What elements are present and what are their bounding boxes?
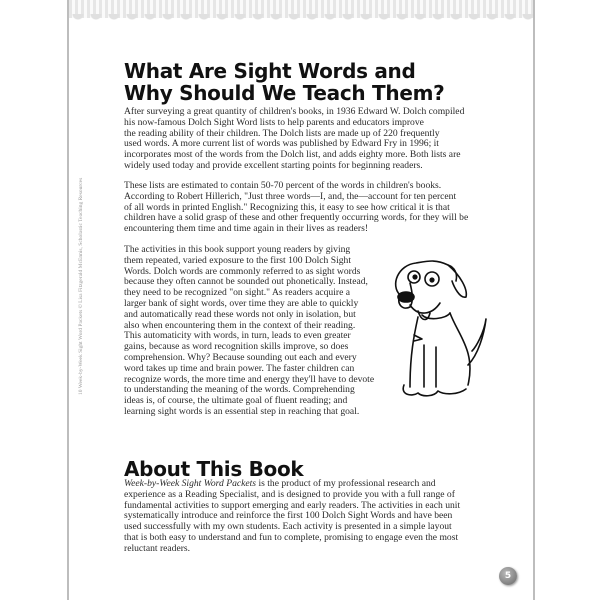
paragraph-activities: The activities in this book support young readers by giving them repeated, varied exposure to the first 100 Dolch Sight Words. Dolch words are commonly referred to as sight words because they often cannot be sounded out phonetically. Instead, they need to be recognized "on sight." As readers acquire a larger bank of sight words, over time they are able to quickly and automatically read these words not only in isolation, but also when encountering them in the context of their reading. This automaticity with words, in turn, leads to even greater gains, because as word recognition skills improve, so does comprehension. Why? Because sounding out each and every word takes up time and brain power. The faster children can recognize words, the more time and energy they'll have to devote to understanding the meaning of the words. Comprehending ideas is, of course, the ultimate goal of fluent reading; and learning sight words is an essential step in reaching that goal.	[124, 244, 375, 417]
heading-sight-words: What Are Sight Words and Why Should We Teach Them?	[124, 59, 445, 105]
dog-illustration	[388, 255, 488, 405]
book-title: Week-by-Week Sight Word Packets	[124, 478, 257, 489]
heading-about-book: About This Book	[124, 457, 304, 481]
paragraph-about: Week-by-Week Sight Word Packets is the product of my professional research and experience as a Reading Specialist, and is designed to provide you with a full range of fundamental activities to support emerging and early readers. The activities in each unit systematically introduce and reinforce the first 100 Dolch Sight Words and have been used successfully with my own students. Each activity is presented in a simple layout that is both easy to understand and fun to complete, promising to engage even the most reluctant readers.	[124, 478, 461, 554]
side-credit: 10 Week-by-Week Sight Word Packets © Lisa Fitzgerald McEnnis, Scholastic Teaching Resources	[78, 177, 84, 395]
page-number: 5	[499, 567, 517, 585]
paragraph-estimate: These lists are estimated to contain 50-70 percent of the words in children's books. According to Robert Hillerich, "Just three words—I, and, the—account for ten percent of all words in printed English." Recognizing this, it easy to see how critical it is that children have a solid grasp of these and other frequently occurring words, for they will be encountering them time and time again in their lives as readers!	[124, 180, 469, 235]
paragraph-intro: After surveying a great quantity of children's books, in 1936 Edward W. Dolch compiled his now-famous Dolch Sight Word lists to help parents and educators improve the reading ability of their children. The Dolch lists are made up of 220 frequently used words. A more current list of words was published by Edward Fry in 1996; it incorporates most of the words from the Dolch list, and adds eighty more. Both lists are widely used today and provide excellent starting points for beginning readers.	[124, 106, 465, 171]
